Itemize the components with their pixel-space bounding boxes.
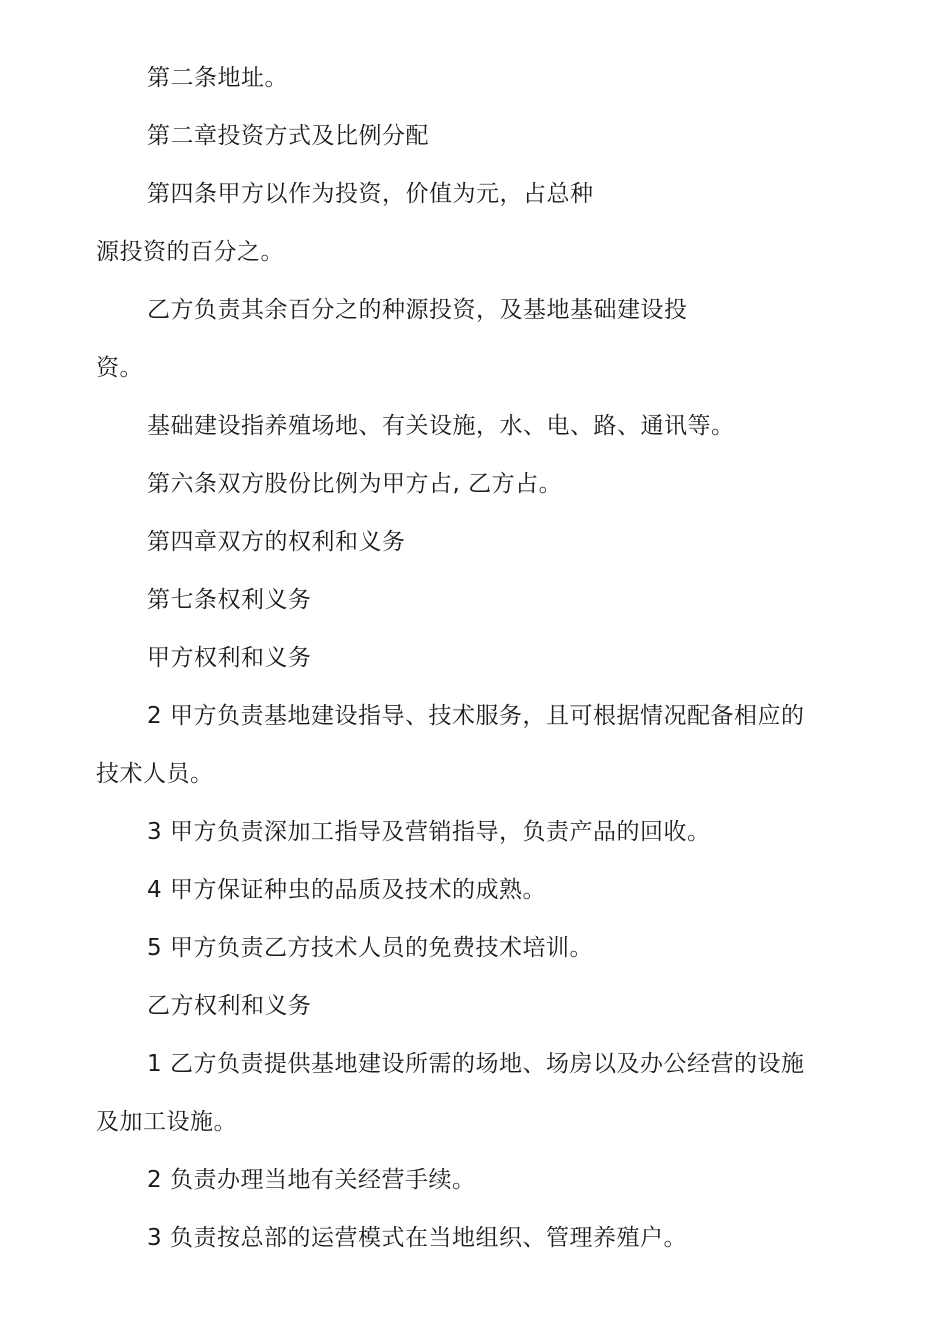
text-line-7: 基础建设指养殖场地、有关设施，水、电、路、通讯等。 (147, 413, 735, 439)
text-line-10: 第七条权利义务 (147, 587, 312, 613)
text-line-18: 1 乙方负责提供基地建设所需的场地、场房以及办公经营的设施 (147, 1051, 805, 1077)
text-line-17: 乙方权利和义务 (147, 993, 312, 1019)
text-line-21: 3 负责按总部的运营模式在当地组织、管理养殖户。 (147, 1225, 687, 1251)
text-line-11: 甲方权利和义务 (147, 645, 312, 671)
text-line-20: 2 负责办理当地有关经营手续。 (147, 1167, 476, 1193)
text-line-12: 2 甲方负责基地建设指导、技术服务，且可根据情况配备相应的 (147, 703, 805, 729)
text-line-4: 源投资的百分之。 (96, 239, 284, 265)
text-line-2: 第二章投资方式及比例分配 (147, 123, 429, 149)
text-line-6: 资。 (96, 355, 143, 381)
text-line-14: 3 甲方负责深加工指导及营销指导，负责产品的回收。 (147, 819, 711, 845)
text-line-19: 及加工设施。 (96, 1109, 237, 1135)
text-line-8: 第六条双方股份比例为甲方占, 乙方占。 (147, 471, 563, 497)
text-line-13: 技术人员。 (96, 761, 214, 787)
text-line-16: 5 甲方负责乙方技术人员的免费技术培训。 (147, 935, 593, 961)
text-line-3: 第四条甲方以作为投资，价值为元，占总种 (147, 181, 594, 207)
text-line-9: 第四章双方的权利和义务 (147, 529, 406, 555)
text-line-5: 乙方负责其余百分之的种源投资，及基地基础建设投 (147, 297, 688, 323)
text-line-1: 第二条地址。 (147, 65, 288, 91)
text-line-15: 4 甲方保证种虫的品质及技术的成熟。 (147, 877, 546, 903)
